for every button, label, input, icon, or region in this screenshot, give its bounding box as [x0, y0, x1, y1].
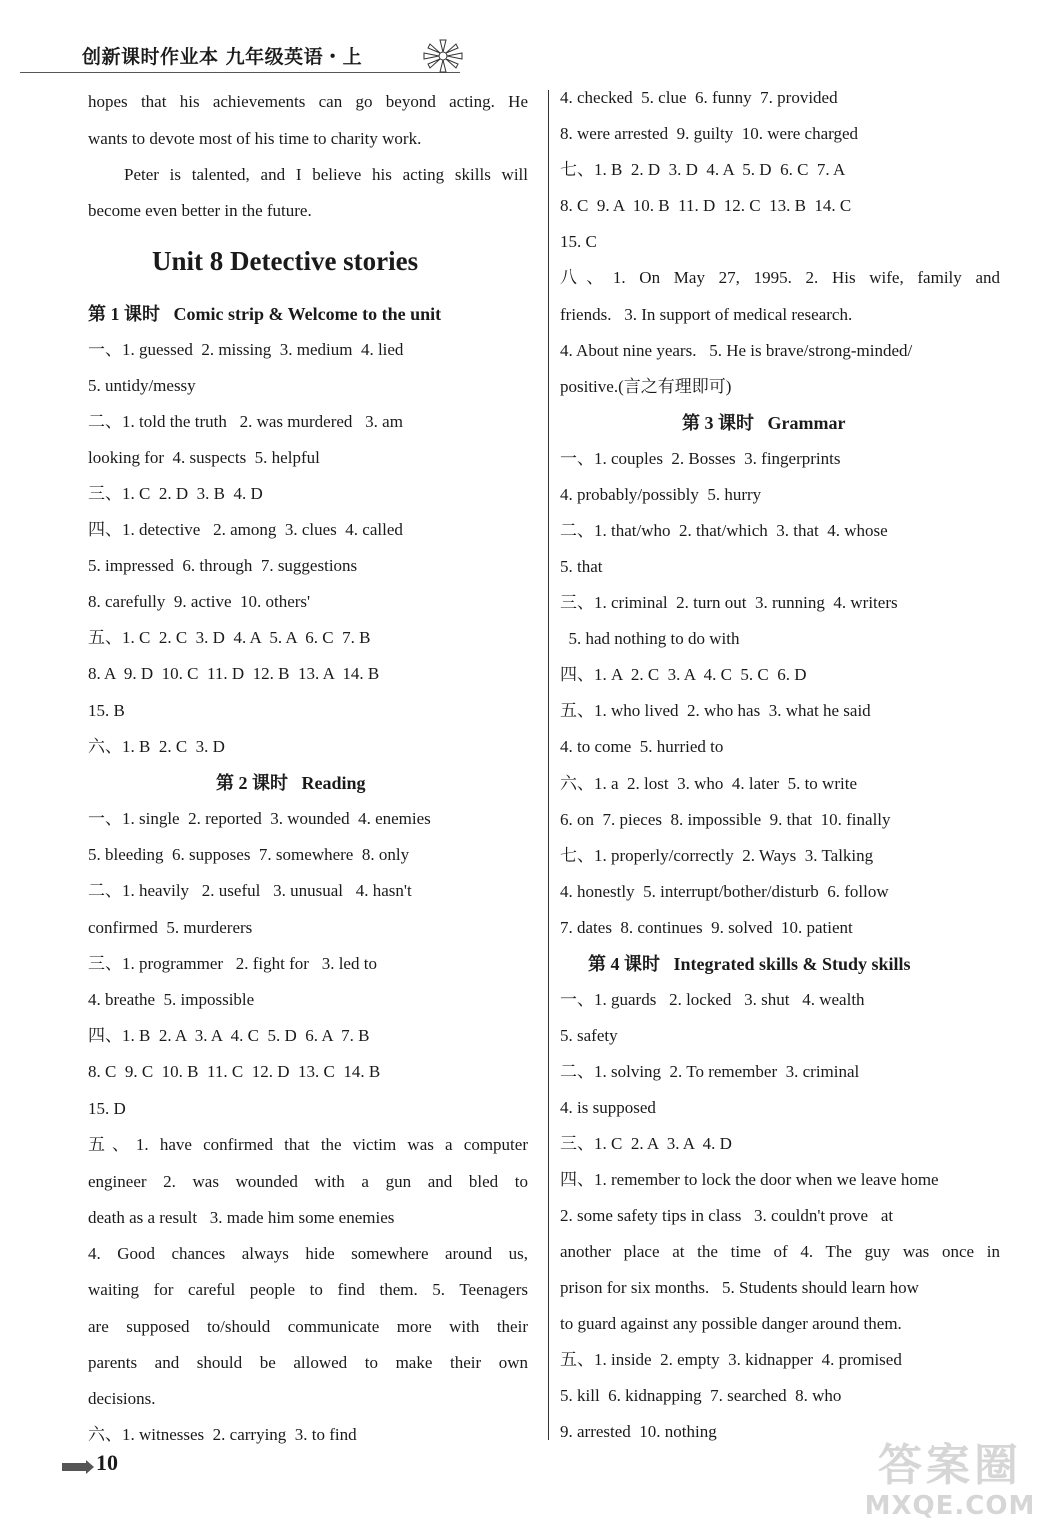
answer-line: engineer 2. was wounded with a gun and bled to: [88, 1172, 528, 1191]
answer-line: 六、1. B 2. C 3. D: [88, 737, 225, 756]
answer-line: 5. had nothing to do with: [560, 629, 740, 648]
answer-line: 八、1. On May 27, 1995. 2. His wife, family and: [560, 268, 1000, 287]
answer-line: 4. breathe 5. impossible: [88, 990, 255, 1009]
answer-line: 五、1. C 2. C 3. D 4. A 5. A 6. C 7. B: [88, 628, 371, 647]
lesson-4-title: 第 4 课时 Integrated skills & Study skills: [588, 954, 911, 974]
answer-line: 2. some safety tips in class 3. couldn't prove at: [560, 1206, 894, 1225]
answer-line: 二、1. solving 2. To remember 3. criminal: [560, 1062, 860, 1081]
answer-line: 8. were arrested 9. guilty 10. were charged: [560, 124, 859, 143]
answer-line: 15. C: [560, 232, 597, 251]
unit-title: Unit 8 Detective stories: [152, 246, 419, 276]
running-header: 创新课时作业本 九年级英语・上: [82, 46, 363, 68]
answer-line: 5. bleeding 6. supposes 7. somewhere 8. only: [88, 845, 410, 864]
answer-line: 5. kill 6. kidnapping 7. searched 8. who: [560, 1386, 842, 1405]
answer-line: 一、1. couples 2. Bosses 3. fingerprints: [560, 449, 841, 468]
answer-line: 8. C 9. A 10. B 11. D 12. C 13. B 14. C: [560, 196, 852, 215]
answer-line: 一、1. single 2. reported 3. wounded 4. enemies: [88, 809, 431, 828]
answer-line: waiting for careful people to find them. 5. Teenagers: [88, 1280, 528, 1299]
answer-line: 7. dates 8. continues 9. solved 10. patient: [560, 918, 853, 937]
answer-line: 4. to come 5. hurried to: [560, 737, 724, 756]
header-rule: [20, 72, 460, 73]
answer-line: 9. arrested 10. nothing: [560, 1422, 717, 1441]
answer-line: 六、1. witnesses 2. carrying 3. to find: [88, 1425, 357, 1444]
intro-line: wants to devote most of his time to charity work.: [88, 129, 422, 148]
lesson-2-title: 第 2 课时 Reading: [216, 773, 366, 793]
answer-line: 15. B: [88, 701, 125, 720]
answer-line: 四、1. detective 2. among 3. clues 4. called: [88, 520, 403, 539]
answer-line: 一、1. guards 2. locked 3. shut 4. wealth: [560, 990, 865, 1009]
answer-line: 四、1. remember to lock the door when we leave home: [560, 1170, 939, 1189]
answer-line: 4. About nine years. 5. He is brave/strong-minded/: [560, 341, 913, 360]
answer-line: another place at the time of 4. The guy was once in: [560, 1242, 1000, 1261]
answer-line: decisions.: [88, 1389, 156, 1408]
answer-line: 8. carefully 9. active 10. others': [88, 592, 311, 611]
page-arrow-icon: [62, 1460, 94, 1474]
answer-line: 三、1. C 2. A 3. A 4. D: [560, 1134, 732, 1153]
answer-line: death as a result 3. made him some enemies: [88, 1208, 395, 1227]
answer-line: parents and should be allowed to make their own: [88, 1353, 528, 1372]
answer-line: to guard against any possible danger around them.: [560, 1314, 902, 1333]
answer-line: prison for six months. 5. Students should learn how: [560, 1278, 919, 1297]
answer-line: 二、1. that/who 2. that/which 3. that 4. whose: [560, 521, 888, 540]
answer-line: 15. D: [88, 1099, 126, 1118]
answer-line: 二、1. heavily 2. useful 3. unusual 4. hasn't: [88, 881, 412, 900]
answer-line: 5. safety: [560, 1026, 618, 1045]
answer-line: 三、1. programmer 2. fight for 3. led to: [88, 954, 377, 973]
page-number: 10: [96, 1450, 118, 1475]
answer-line: 4. checked 5. clue 6. funny 7. provided: [560, 88, 838, 107]
answer-line: 五、1. inside 2. empty 3. kidnapper 4. promised: [560, 1350, 902, 1369]
lesson-1-title: 第 1 课时 Comic strip & Welcome to the unit: [88, 304, 442, 324]
answer-line: positive.(言之有理即可): [560, 377, 732, 396]
answer-line: 8. A 9. D 10. C 11. D 12. B 13. A 14. B: [88, 664, 380, 683]
answer-line: 五、1. who lived 2. who has 3. what he said: [560, 701, 871, 720]
column-divider: [548, 90, 549, 1440]
intro-line: Peter is talented, and I believe his acting skills will: [124, 165, 528, 184]
answer-line: 三、1. C 2. D 3. B 4. D: [88, 484, 263, 503]
watermark-logo-text: 答案圈: [878, 1440, 1022, 1491]
answer-line: 8. C 9. C 10. B 11. C 12. D 13. C 14. B: [88, 1062, 381, 1081]
answer-line: 4. probably/possibly 5. hurry: [560, 485, 762, 504]
answer-line: friends. 3. In support of medical research.: [560, 305, 853, 324]
answer-line: confirmed 5. murderers: [88, 918, 253, 937]
flower-ornament-icon: [418, 36, 468, 76]
answer-line: 四、1. A 2. C 3. A 4. C 5. C 6. D: [560, 665, 807, 684]
answer-line: 5. impressed 6. through 7. suggestions: [88, 556, 358, 575]
answer-line: 6. on 7. pieces 8. impossible 9. that 10. finally: [560, 810, 891, 829]
answer-line: 二、1. told the truth 2. was murdered 3. am: [88, 412, 403, 431]
watermark: [860, 1440, 1040, 1530]
answer-line: 六、1. a 2. lost 3. who 4. later 5. to write: [560, 774, 857, 793]
answer-line: 七、1. properly/correctly 2. Ways 3. Talking: [560, 846, 874, 865]
answer-line: 七、1. B 2. D 3. D 4. A 5. D 6. C 7. A: [560, 160, 846, 179]
lesson-3-title: 第 3 课时 Grammar: [682, 413, 846, 433]
intro-line: hopes that his achievements can go beyond acting. He: [88, 92, 528, 111]
answer-line: 三、1. criminal 2. turn out 3. running 4. writers: [560, 593, 898, 612]
answer-line: 5. untidy/messy: [88, 376, 196, 395]
answer-line: 4. Good chances always hide somewhere around us,: [88, 1244, 528, 1263]
answer-line: 一、1. guessed 2. missing 3. medium 4. lied: [88, 340, 404, 359]
answer-line: 4. honestly 5. interrupt/bother/disturb 6. follow: [560, 882, 889, 901]
watermark-url: MXQE.COM: [864, 1491, 1036, 1521]
answer-line: 4. is supposed: [560, 1098, 656, 1117]
answer-line: are supposed to/should communicate more with their: [88, 1317, 528, 1336]
answer-line: looking for 4. suspects 5. helpful: [88, 448, 320, 467]
answer-line: 四、1. B 2. A 3. A 4. C 5. D 6. A 7. B: [88, 1026, 370, 1045]
answer-line: 5. that: [560, 557, 603, 576]
intro-line: become even better in the future.: [88, 201, 312, 220]
answer-line: 五、1. have confirmed that the victim was a computer: [88, 1135, 528, 1154]
